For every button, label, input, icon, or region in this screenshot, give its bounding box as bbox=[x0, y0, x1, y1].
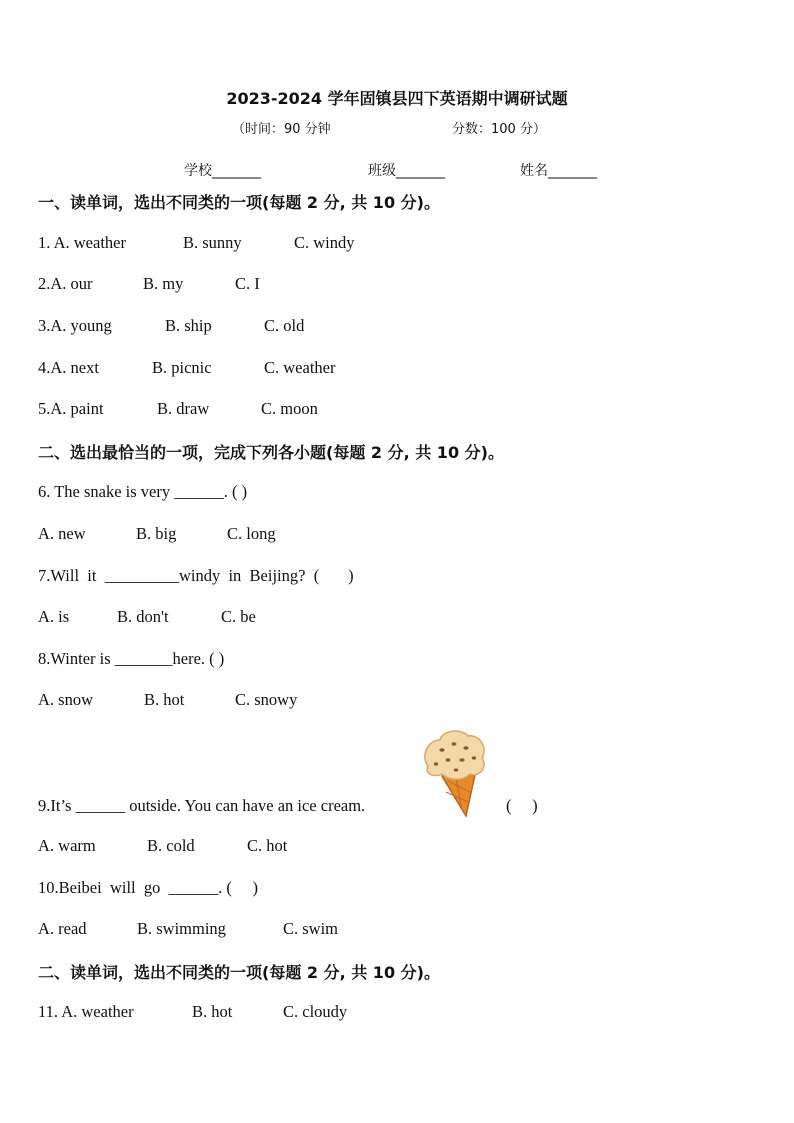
q2-option-a: 2.A. our bbox=[38, 274, 93, 293]
q6-option-b: B. big bbox=[136, 524, 177, 543]
q6-stem: 6. The snake is very ______. ( ) bbox=[38, 482, 248, 501]
q8-option-a: A. snow bbox=[38, 690, 94, 709]
q2-option-b: B. my bbox=[143, 274, 184, 293]
q1-option-c: C. windy bbox=[294, 233, 355, 252]
exam-time: （时间：90 分钟 bbox=[232, 122, 331, 137]
section-2-heading: 二、选出最恰当的一项，完成下列各小题(每题 2 分, 共 10 分)。 bbox=[38, 443, 504, 462]
q9-answer-paren: ( ) bbox=[506, 796, 538, 815]
q7-option-b: B. don't bbox=[117, 607, 169, 626]
q3-option-a: 3.A. young bbox=[38, 316, 112, 335]
ice-cream-icon bbox=[418, 726, 490, 818]
q7-option-c: C. be bbox=[221, 607, 256, 626]
q3-option-b: B. ship bbox=[165, 316, 212, 335]
q8-stem: 8.Winter is _______here. ( ) bbox=[38, 649, 225, 668]
q4-option-a: 4.A. next bbox=[38, 358, 99, 377]
q11-option-a: 11. A. weather bbox=[38, 1002, 134, 1021]
school-field: 学校_______ bbox=[184, 163, 261, 179]
q10-stem: 10.Beibei will go ______. ( ) bbox=[38, 878, 258, 897]
q6-option-c: C. long bbox=[227, 524, 276, 543]
q1-option-b: B. sunny bbox=[183, 233, 242, 252]
q7-option-a: A. is bbox=[38, 607, 70, 626]
q6-option-a: A. new bbox=[38, 524, 86, 543]
q3-option-c: C. old bbox=[264, 316, 305, 335]
q8-option-c: C. snowy bbox=[235, 690, 298, 709]
q4-option-c: C. weather bbox=[264, 358, 336, 377]
q5-option-a: 5.A. paint bbox=[38, 399, 104, 418]
q5-option-c: C. moon bbox=[261, 399, 318, 418]
section-3-heading: 二、读单词，选出不同类的一项(每题 2 分, 共 10 分)。 bbox=[38, 963, 440, 982]
q9-option-c: C. hot bbox=[247, 836, 288, 855]
q7-stem: 7.Will it _________windy in Beijing? ( ) bbox=[38, 566, 354, 585]
q1-option-a: 1. A. weather bbox=[38, 233, 126, 252]
q10-option-a: A. read bbox=[38, 919, 87, 938]
exam-title: 2023-2024 学年固镇县四下英语期中调研试题 bbox=[226, 89, 568, 108]
q4-option-b: B. picnic bbox=[152, 358, 212, 377]
section-1-heading: 一、读单词，选出不同类的一项(每题 2 分, 共 10 分)。 bbox=[38, 193, 440, 212]
q8-option-b: B. hot bbox=[144, 690, 185, 709]
q2-option-c: C. I bbox=[235, 274, 260, 293]
q9-stem: 9.It’s ______ outside. You can have an ice cream. bbox=[38, 796, 366, 815]
q5-option-b: B. draw bbox=[157, 399, 210, 418]
exam-score: 分数：100 分） bbox=[452, 122, 546, 137]
q11-option-b: B. hot bbox=[192, 1002, 233, 1021]
q10-option-c: C. swim bbox=[283, 919, 339, 938]
q9-option-a: A. warm bbox=[38, 836, 96, 855]
class-field: 班级_______ bbox=[368, 163, 445, 179]
name-field: 姓名_______ bbox=[520, 163, 597, 179]
q10-option-b: B. swimming bbox=[137, 919, 226, 938]
q9-option-b: B. cold bbox=[147, 836, 195, 855]
q11-option-c: C. cloudy bbox=[283, 1002, 348, 1021]
